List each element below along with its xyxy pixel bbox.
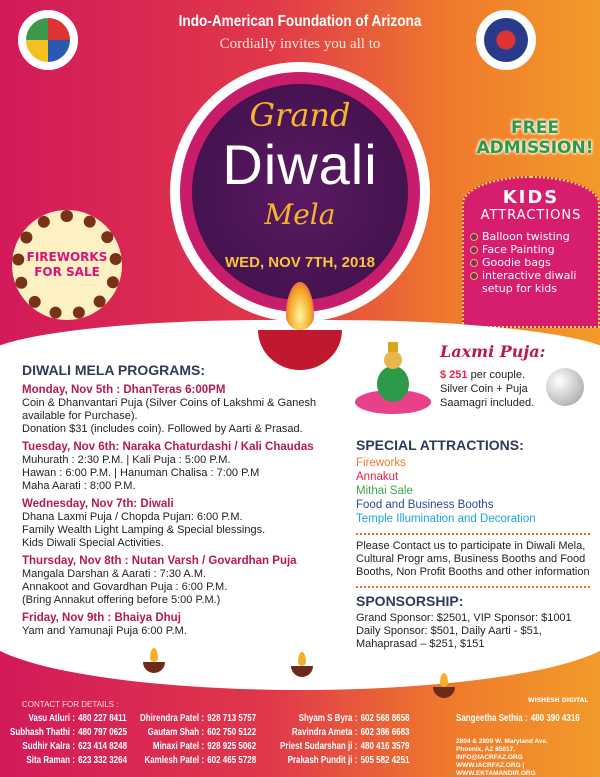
fireworks-line1: FIREWORKS bbox=[26, 250, 108, 264]
contact-name: Priest Sudarshan ji : bbox=[280, 741, 358, 752]
title-grand: Grand bbox=[249, 96, 351, 134]
day-heading: Wednesday, Nov 7th: Diwali bbox=[22, 498, 174, 510]
contact-phone[interactable]: 505 582 4251 bbox=[360, 755, 410, 766]
small-flame-icon bbox=[440, 673, 448, 687]
contact-name: Sita Raman : bbox=[26, 755, 75, 766]
kids-item: Goodie bags bbox=[470, 256, 592, 269]
free-admission bbox=[470, 118, 600, 158]
contact-phone[interactable]: 623 414 8248 bbox=[78, 741, 128, 752]
fireworks-for-sale-badge bbox=[12, 210, 122, 320]
special-attraction-item: Annakut bbox=[356, 471, 399, 483]
address-block bbox=[456, 738, 600, 777]
divider bbox=[356, 586, 590, 588]
contact-column bbox=[456, 712, 580, 726]
contact-title: CONTACT FOR DETAILS : bbox=[22, 700, 119, 709]
contact-name: Vasu Atluri : bbox=[28, 713, 75, 724]
day-line: Mangala Darshan & Aarati : 7:30 A.M. bbox=[22, 568, 207, 580]
day-line: Maha Aarati : 8:00 P.M. bbox=[22, 480, 136, 492]
day-line: Family Wealth Light Lamping & Special blessings. bbox=[22, 524, 266, 536]
contact-phone[interactable]: 480 797 0625 bbox=[78, 727, 128, 738]
contact-name: Shyam S Byra : bbox=[298, 713, 358, 724]
day-heading: Friday, Nov 9th : Bhaiya Dhuj bbox=[22, 612, 181, 624]
day-heading: Thursday, Nov 8th : Nutan Varsh / Govardhan Puja bbox=[22, 555, 297, 567]
divider bbox=[356, 533, 590, 535]
contact-phone[interactable]: 623 332 3264 bbox=[78, 755, 128, 766]
contact-name: Sudhir Kalra : bbox=[22, 741, 75, 752]
contact-name: Subhash Thathi : bbox=[10, 727, 75, 738]
contact-note: Please Contact us to participate in Diwali Mela, Cultural Progr ams, Business Booths and Food Booths, Non Profit Booths and other information bbox=[356, 540, 590, 578]
contact-column bbox=[140, 712, 256, 768]
sponsorship-line: Daily Sponsor: $501, Daily Aarti - $51, bbox=[356, 625, 542, 637]
sponsorship-line: Mahaprasad – $251, $151 bbox=[356, 638, 485, 650]
special-title: SPECIAL ATTRACTIONS: bbox=[356, 437, 524, 453]
program-day bbox=[22, 440, 344, 493]
contact-name: Kamlesh Patel : bbox=[144, 755, 205, 766]
day-heading: Monday, Nov 5th : DhanTeras 6:00PM bbox=[22, 384, 226, 396]
silver-coin-icon bbox=[546, 368, 584, 406]
contact-name: Gautam Shah : bbox=[147, 727, 205, 738]
contact-phone[interactable]: 602 386 6683 bbox=[360, 727, 410, 738]
laxmi-line: Saamagri included. bbox=[440, 397, 535, 409]
day-line: Annakoot and Govardhan Puja : 6:00 P.M. bbox=[22, 581, 228, 593]
day-line: Donation $31 (includes coin). Followed by Aarti & Prasad. bbox=[22, 423, 303, 435]
contact-phone[interactable]: 928 713 5757 bbox=[207, 713, 257, 724]
kids-item: interactive diwali setup for kids bbox=[470, 269, 592, 295]
title-diwali: Diwali bbox=[222, 133, 378, 196]
invitation-text: Cordially invites you all to bbox=[219, 36, 381, 52]
contact-phone[interactable]: 602 750 5122 bbox=[207, 727, 257, 738]
small-flame-icon bbox=[298, 652, 306, 666]
contact-name: Dhirendra Patel : bbox=[140, 713, 205, 724]
program-day bbox=[22, 611, 344, 638]
special-attraction-item: Food and Business Booths bbox=[356, 499, 494, 511]
special-attraction-item: Mithai Sale bbox=[356, 485, 413, 497]
sponsorship-line: Grand Sponsor: $2501, VIP Sponsor: $1001 bbox=[356, 612, 572, 624]
sponsorship-title: SPONSORSHIP: bbox=[356, 593, 464, 609]
day-line: Kids Diwali Special Activities. bbox=[22, 537, 164, 549]
organization-name: Indo-American Foundation of Arizona bbox=[178, 13, 422, 30]
programs-section bbox=[22, 362, 344, 638]
designer-credit: WISHESH DIGITAL bbox=[528, 697, 589, 704]
kids-item: Face Painting bbox=[470, 243, 592, 256]
program-day bbox=[22, 497, 344, 550]
day-line: Muhurath : 2:30 P.M. | Kali Puja : 5:00 P.M. bbox=[22, 454, 231, 466]
program-day bbox=[22, 554, 344, 607]
programs-title: DIWALI MELA PROGRAMS: bbox=[22, 362, 206, 378]
laxmi-puja-title: Laxmi Puja: bbox=[440, 342, 546, 361]
address-line: Phoenix, AZ 85017. bbox=[456, 746, 516, 753]
kids-subtitle: ATTRACTIONS bbox=[480, 208, 582, 223]
program-day bbox=[22, 383, 344, 436]
day-line: Yam and Yamunaji Puja 6:00 P.M. bbox=[22, 625, 187, 637]
day-line: Hawan : 6:00 P.M. | Hanuman Chalisa : 7:00 P.M bbox=[22, 467, 260, 479]
laxmi-price: $ 251 bbox=[440, 369, 468, 381]
contact-column bbox=[280, 712, 410, 768]
special-attraction-item: Temple Illumination and Decoration bbox=[356, 513, 536, 525]
fireworks-line2: FOR SALE bbox=[34, 265, 100, 279]
contact-name: Minaxi Patel : bbox=[152, 741, 205, 752]
special-attraction-item: Fireworks bbox=[356, 457, 406, 469]
day-line: (Bring Annakut offering before 5:00 P.M.) bbox=[22, 594, 221, 606]
kids-attractions-panel bbox=[462, 176, 600, 328]
contact-phone[interactable]: 602 568 8658 bbox=[360, 713, 410, 724]
contact-phone[interactable]: 602 465 5728 bbox=[207, 755, 257, 766]
laxmi-puja-details bbox=[440, 368, 544, 410]
email-link[interactable]: INFO@IACRFAZ.ORG bbox=[456, 754, 523, 761]
kids-item: Balloon twisting bbox=[470, 230, 592, 243]
day-line: Coin & Dhanvantari Puja (Silver Coins of Lakshmi & Ganesh available for Purchase). bbox=[22, 397, 317, 422]
laxmi-price-rest: per couple. bbox=[467, 369, 526, 381]
small-diya-icon bbox=[433, 687, 455, 698]
contact-phone[interactable]: 480 227 8411 bbox=[78, 713, 127, 724]
day-line: Dhana Laxmi Puja / Chopda Pujan: 6:00 P.M. bbox=[22, 511, 243, 523]
day-heading: Tuesday, Nov 6th: Naraka Chaturdashi / Kali Chaudas bbox=[22, 441, 314, 453]
laxmi-line: Silver Coin + Puja bbox=[440, 383, 528, 395]
website-links[interactable]: WWW.IACRFAZ.ORG | WWW.EKTAMANDIR.ORG bbox=[456, 762, 536, 777]
contact-name: Ravindra Ameta : bbox=[291, 727, 358, 738]
contact-column bbox=[10, 712, 127, 768]
contact-phone[interactable]: 480 416 3579 bbox=[360, 741, 410, 752]
address-line: 2804 & 2809 W. Maryland Ave. bbox=[456, 738, 549, 745]
small-flame-icon bbox=[150, 648, 158, 662]
lakshmi-image bbox=[352, 336, 434, 416]
kids-title: KIDS bbox=[502, 187, 560, 208]
contact-name: Sangeetha Sethia : bbox=[456, 713, 528, 724]
free-line2: ADMISSION! bbox=[476, 138, 594, 158]
event-date: WED, NOV 7TH, 2018 bbox=[224, 254, 376, 271]
contact-name: Prakash Pundit ji : bbox=[287, 755, 358, 766]
contact-phone[interactable]: 480 390 4316 bbox=[530, 713, 580, 724]
free-line1: FREE bbox=[511, 118, 559, 138]
special-attractions-section bbox=[356, 437, 590, 651]
contact-phone[interactable]: 928 925 5062 bbox=[207, 741, 257, 752]
title-mela: Mela bbox=[264, 198, 336, 231]
